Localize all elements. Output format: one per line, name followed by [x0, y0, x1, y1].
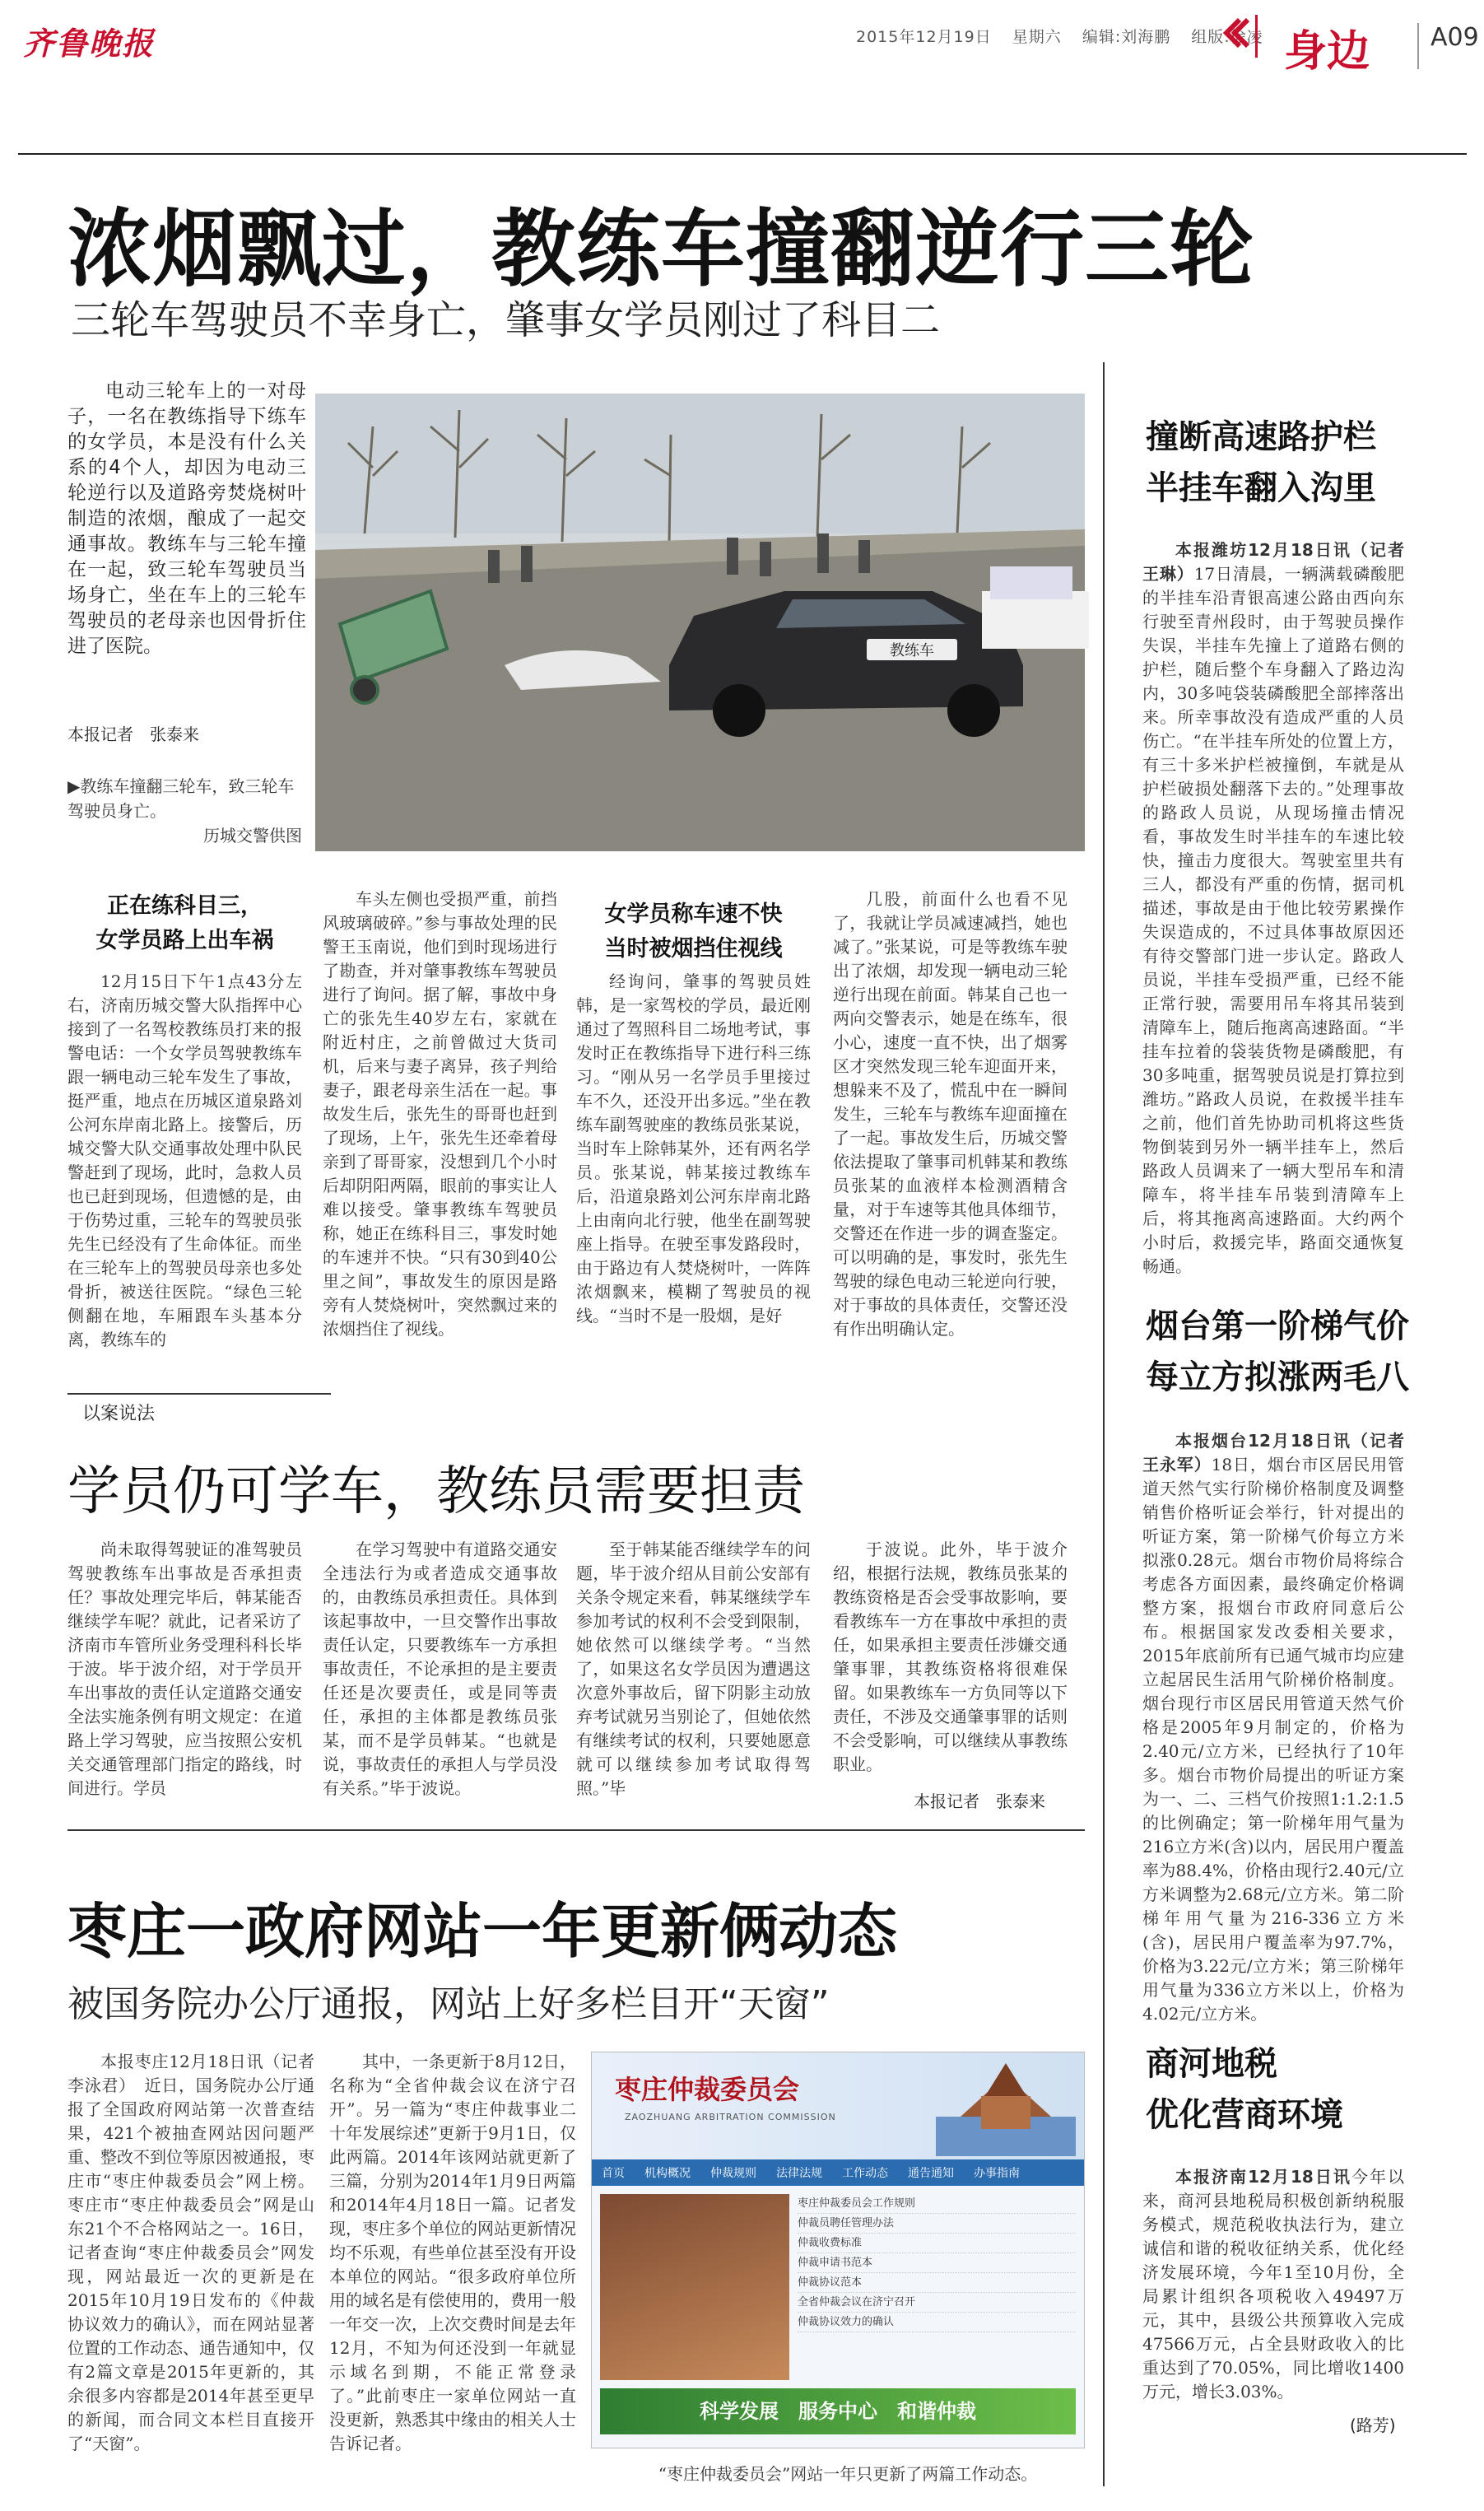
- side-a1-title: [1146, 412, 1376, 514]
- side-title-line: 烟台第一阶梯气价: [1146, 1307, 1409, 1345]
- side-a3-text: [1142, 2165, 1404, 2404]
- website-nav-item: 办事指南: [974, 2167, 1020, 2180]
- lead-subtitle: 三轮车驾驶员不幸身亡，肇事女学员刚过了科目二: [71, 297, 941, 343]
- side-a1-dateline: 本报潍坊12月18日讯（记者 王琳）: [1142, 540, 1421, 584]
- gov-subtitle: 被国务院办公厅通报，网站上好多栏目开“天窗”: [67, 1983, 830, 2025]
- lead-byline: 本报记者 张泰来: [67, 724, 199, 744]
- website-news-item: 仲裁协议范本: [798, 2273, 1076, 2293]
- side-a2-dateline: 本报烟台12月18日讯（记者 王永军）: [1142, 1431, 1421, 1474]
- lead-subhead-2: [576, 897, 811, 967]
- car-door-label: 教练车: [890, 642, 934, 659]
- gov-col-1: 本报枣庄12月18日讯（记者 李泳君） 近日，国务院办公厅通报了全国政府网站第一次普查结果，421个被抽查网站因问题严重、整改不到位等原因被通报，枣庄市“枣庄仲裁委员会”网上榜。枣庄市“枣庄仲裁委员会”网是山东21个不合格网站之一。16日，记者查询“枣庄仲裁委员会”网发现，网站最近一次的更新是在2015年10月19日发布的《仲裁协议效力的确认》，而在网站显著位置的工作动态、通告通知中，仅有2篇文章是2015年更新的，其余很多内容都是2014年甚至更早的新闻，而合同文本栏目直接开了“天窗”。: [67, 2052, 331, 2453]
- lead-col-1: 12月15日下午1点43分左右，济南历城交警大队指挥中心接到了一名驾校教练员打来的报警电话：一个女学员驾驶教练车跟一辆电动三轮车发生了事故，挺严重，地点在历城区道泉路刘公河东岸南北路上。接警后，历城交警大队交通事故处理中队民警赶到了现场，此时，急救人员也已赶到现场，但遗憾的是，由于伤势过重，三轮车的驾驶员张先生已经没有了生命体征。而坐在三轮车上的驾驶员母亲也多处骨折，被送往医院。“绿色三轮侧翻在地，车厢跟车头基本分离，教练车的: [67, 971, 302, 1349]
- website-nav-item: 通告通知: [908, 2167, 954, 2180]
- website-caption: “枣庄仲裁委员会”网站一年只更新了两篇工作动态。: [658, 2464, 1038, 2484]
- side-title-line: 商河地税: [1146, 2045, 1277, 2083]
- gov-col-2: 其中，一条更新于8月12日，名称为“全省仲裁会议在济宁召开”。另一篇为“枣庄仲裁事业二十年发展综述”更新于9月1日，仅此两篇。2014年该网站就更新了三篇，分别为2014年1月9日两篇和2014年4月18日一篇。记者发现，枣庄多个单位的网站更新情况均不乐观，有些单位甚至没有开设本单位的网站。“很多政府单位所用的域名是有偿使用的，费用一般一年交一次，上次交费时间是去年12月，不知为何还没到一年就显示域名到期，不能正常登录了。”此前枣庄一家单位网站一直没更新，熟悉其中缘由的相关人士告诉记者。: [329, 2052, 576, 2453]
- issue-editor: 编辑:刘海鹏: [1082, 28, 1171, 46]
- website-photo: [600, 2194, 789, 2380]
- issue-weekday: 星期六: [1012, 28, 1062, 46]
- case-title: 学员仍可学车，教练员需要担责: [67, 1461, 805, 1522]
- lead-subhead-1: [67, 889, 302, 958]
- side-title-line: 半挂车翻入沟里: [1146, 469, 1376, 507]
- issue-meta: [856, 25, 1278, 47]
- website-news-item: 仲裁收费标准: [798, 2234, 1076, 2253]
- website-nav-item: 首页: [602, 2167, 625, 2180]
- side-a1-body: 17日清晨，一辆满载磷酸肥的半挂车沿青银高速公路由西向东行驶至青州段时，由于驾驶员操作失误，半挂车先撞上了道路右侧的护栏，随后整个车身翻入了路边沟内，30多吨袋装磷酸肥全部摔落出来。所幸事故没有造成严重的人员伤亡。“在半挂车所处的位置上方，有三十多米护栏被撞倒，车就是从护栏破损处翻落下去的。”处理事故的路政人员说，从现场撞击情况看，事故发生时半挂车的车速比较快，撞击力度很大。驾驶室里共有三人，都没有严重的伤情，据司机描述，事故是由于他比较劳累操作失误造成的，不过具体事故原因还有待交警部门进一步认定。路政人员说，半挂车受损严重，已经不能正常行驶，需要用吊车将其吊装到清障车上，随后拖离高速路面。“半挂车拉着的袋装货物是磷酸肥，有30多吨重，据驾驶员说是打算拉到潍坊。”路政人员说，在救援半挂车之前，他们首先协助司机将这些货物倒装到另外一辆半挂车上，然后路政人员调来了一辆大型吊车和清障车，将半挂车吊装到清障车上后，将其拖离高速路面。大约两个小时后，救援完毕，路面交通恢复畅通。: [1142, 564, 1405, 1276]
- website-slogan-banner: 科学发展 服务中心 和谐仲裁: [600, 2388, 1076, 2434]
- pagoda-icon: [936, 2059, 1076, 2156]
- side-a1-text: [1142, 538, 1421, 1279]
- subhead-line: 女学员路上出车祸: [95, 928, 274, 953]
- accident-scene-illustration: [315, 394, 1085, 851]
- website-nav-item: 法律法规: [776, 2167, 822, 2180]
- sidebar-divider: [1103, 362, 1105, 2486]
- page-number: A09: [1417, 23, 1479, 69]
- caption-text: ▶教练车撞翻三轮车，致三轮车驾驶员身亡。: [67, 776, 295, 821]
- website-screenshot: [591, 2052, 1085, 2448]
- case-col-4: 于波说。此外，毕于波介绍，根据行法规，教练员张某的教练资格是否会受事故影响，要看教练车一方在事故中承担的责任，如果承担主要责任涉嫌交通肇事罪，其教练资格将很难保留。如果教练车一方负同等以下责任，不涉及交通肇事罪的话则不会受影响，可以继续从事教练职业。: [833, 1540, 1068, 1774]
- website-news-list: [798, 2194, 1076, 2380]
- website-news-item: 仲裁员聘任管理办法: [798, 2214, 1076, 2234]
- side-a3-title: [1146, 2038, 1343, 2141]
- side-a3-byline: (路芳): [1350, 2415, 1396, 2435]
- gov-title: 枣庄一政府网站一年更新俩动态: [67, 1897, 898, 1966]
- lead-photo-caption: [67, 774, 302, 848]
- issue-date: 2015年12月19日: [856, 28, 992, 46]
- subhead-line: 当时被烟挡住视线: [604, 936, 783, 962]
- case-col-1: 尚未取得驾驶证的准驾驶员驾驶教练车出事故是否承担责任？事故处理完毕后，韩某能否继续学车呢？就此，记者采访了济南市车管所业务受理科科长毕于波。毕于波介绍，对于学员开车出事故的责任认定道路交通安全法实施条例有明文规定：在道路上学习驾驶，应当按照公安机关交通管理部门指定的路线，时间进行。学员: [67, 1540, 302, 1798]
- lead-summary: 电动三轮车上的一对母子，一名在教练指导下练车的女学员，本是没有什么关系的4个人，却因为电动三轮逆行以及道路旁焚烧树叶制造的浓烟，酿成了一起交通事故。教练车与三轮车撞在一起，致三轮车驾驶员当场身亡，坐在车上的三轮车驾驶员的老母亲也因骨折住进了医院。: [67, 380, 306, 657]
- subhead-line: 正在练科目三，: [107, 893, 263, 919]
- side-a2-title: [1146, 1301, 1409, 1403]
- website-news-item: 仲裁申请书范本: [798, 2253, 1076, 2273]
- website-news-item: 全省仲裁会议在济宁召开: [798, 2293, 1076, 2313]
- case-byline: 本报记者 张泰来: [914, 1791, 1045, 1811]
- side-title-line: 撞断高速路护栏: [1146, 418, 1376, 456]
- side-a2-body: 18日，烟台市区居民用管道天然气实行阶梯价格制度及调整销售价格听证会举行，针对提出的听证方案，第一阶梯气价每立方米拟涨0.28元。烟台市物价局将综合考虑各方面因素，最终确定价格调整方案，报烟台市政府同意后公布。根据国家发改委相关要求，2015年底前所有已通气城市均应建立起居民生活用气阶梯价格制度。烟台现行市区居民用管道天然气价格是2005年9月制定的，价格为2.40元/立方米，已经执行了10年多。烟台市物价局提出的听证方案为一、二、三档气价按照1:1.2:1.5的比例确定；第一阶梯年用气量为216立方米(含)以内，居民用户覆盖率为88.4%，价格由现行2.40元/立方米调整为2.68元/立方米。第二阶梯年用气量为216-336立方米(含)，居民用户覆盖率为97.7%，价格为3.22元/立方米；第三阶梯年用气量为336立方米以上，价格为4.02元/立方米。: [1142, 1455, 1405, 2024]
- gov-rule: [67, 1829, 1085, 1831]
- lead-col-4: 几股，前面什么也看不见了，我就让学员减速减挡，她也减了。”张某说，可是等教练车驶出了浓烟，却发现一辆电动三轮逆行出现在前面。韩某自己也一两向交警表示，她是在练车，很小心，速度一直不快，出了烟雾区才突然发现三轮车迎面开来，想躲来不及了，慌乱中在一瞬间发生，三轮车与教练车迎面撞在了一起。事故发生后，历城交警依法提取了肇事司机韩某和教练员张某的血液样本检测酒精含量，对于车速等其他具体细节，交警还在作进一步的调查鉴定。可以明确的是，事发时，张先生驾驶的绿色电动三轮逆向行驶，对于事故的具体责任，交警还没有作出明确认定。: [833, 889, 1068, 1339]
- lead-col-3: 经询问，肇事的驾驶员姓韩，是一家驾校的学员，最近刚通过了驾照科目二场地考试，事发时正在教练指导下进行科三练习。“刚从另一名学员手里接过车不久，还没开出多远。”坐在教练车副驾驶座的教练员张某说，当时车上除韩某外，还有两名学员。张某说，韩某接过教练车后，沿道泉路刘公河东岸南北路上由南向北行驶，他坐在副驾驶座上指导。在驶至事发路段时，由于路边有人焚烧树叶，一阵阵浓烟飘来，模糊了驾驶员的视线。“当时不是一股烟，是好: [576, 971, 811, 1325]
- lead-col-2: 车头左侧也受损严重，前挡风玻璃破碎。”参与事故处理的民警王玉南说，他们到时现场进行了勘查，并对肇事教练车驾驶员进行了询问。据了解，事故中身亡的张先生40岁左右，家就在附近村庄，之前曾做过大货司机，后来与妻子离异，孩子判给妻子，跟老母亲生活在一起。事故发生后，张先生的哥哥也赶到了现场，上午，张先生还牵着母亲到了哥哥家，没想到几个小时后却阴阳两隔，眼前的事实让人难以接受。肇事教练车驾驶员称，她正在练科目三，事发时她的车速并不快。“只有30到40公里之间”，事故发生的原因是路旁有人焚烧树叶，突然飘过来的浓烟挡住了视线。: [323, 889, 557, 1339]
- side-a3-body: 今年以来，商河县地税局积极创新纳税服务模式，规范税收执法行为，建立诚信和谐的税收征纳关系，优化经济发展环境，今年1至10月份，全局累计组织各项税收入49497万元，其中，县级公共预算收入完成47566万元，占全县财政收入的比重达到了70.05%，同比增收1400万元，增长3.03%。: [1142, 2167, 1404, 2402]
- website-nav-item: 机构概况: [644, 2167, 691, 2180]
- side-title-line: 每立方拟涨两毛八: [1146, 1358, 1409, 1396]
- website-nav: [592, 2159, 1084, 2186]
- case-col-2: 在学习驾驶中有道路交通安全违法行为或者造成交通事故的，由教练员承担责任。具体到该起事故中，一旦交警作出事故责任认定，只要教练车一方承担事故责任，不论承担的是主要责任还是次要责任，或是同等责任，承担的主体都是教练员张某，而不是学员韩某。“也就是说，事故责任的承担人与学员没有关系。”毕于波说。: [323, 1540, 557, 1798]
- issue-designer: 组版:徐凌: [1191, 28, 1263, 46]
- website-nav-item: 仲裁规则: [710, 2167, 756, 2180]
- side-a2-text: [1142, 1429, 1421, 2024]
- website-banner: [592, 2052, 1084, 2159]
- case-col-3: 至于韩某能否继续学车的问题，毕于波介绍从目前公安部有关条令规定来看，韩某继续学车参加考试的权利不会受到限制，她依然可以继续学考。“当然了，如果这名女学员因为遭遇这次意外事故后，留下阴影主动放弃考试就另当别论了，但她依然有继续考试的权利，只要她愿意就可以继续参加考试取得驾照。”毕: [576, 1540, 811, 1798]
- website-news-item: 枣庄仲裁委员会工作规则: [798, 2194, 1076, 2214]
- website-title: 枣庄仲裁委员会: [615, 2074, 800, 2105]
- lead-title: 浓烟飘过，教练车撞翻逆行三轮: [67, 201, 1254, 299]
- case-tag: 以案说法: [82, 1404, 156, 1424]
- header-rule: [18, 153, 1467, 155]
- side-title-line: 优化营商环境: [1146, 2096, 1343, 2134]
- section-name: 身边: [1284, 27, 1370, 77]
- website-subtitle-en: ZAOZHUANG ARBITRATION COMMISSION: [625, 2112, 836, 2122]
- website-nav-item: 工作动态: [842, 2167, 888, 2180]
- caption-credit: 历城交警供图: [203, 826, 302, 846]
- side-a3-dateline: 本报济南12月18日讯: [1175, 2167, 1351, 2187]
- newspaper-logo: 齐鲁晚报: [23, 25, 156, 62]
- case-tag-rule: [67, 1393, 331, 1395]
- subhead-line: 女学员称车速不快: [604, 901, 783, 927]
- section-marker-icon: [1218, 15, 1258, 58]
- website-news-item: 仲裁协议效力的确认: [798, 2313, 1076, 2332]
- accident-photo: [315, 394, 1085, 851]
